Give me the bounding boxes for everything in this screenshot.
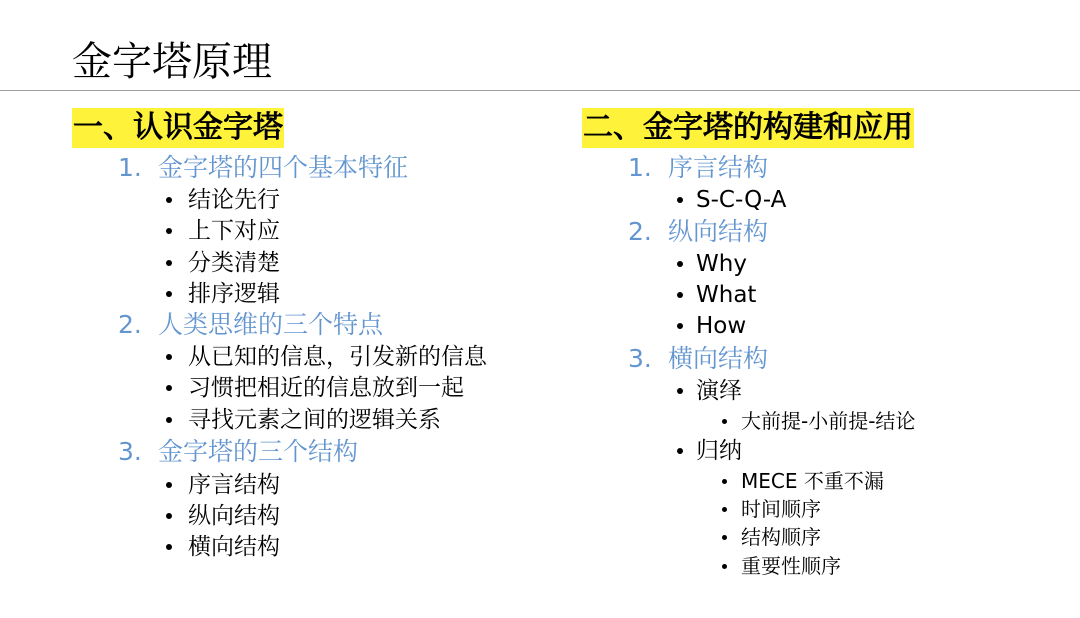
list-item	[188, 470, 280, 500]
bullet-dot-icon	[166, 291, 172, 297]
left-section-2-title	[118, 310, 383, 340]
section-title: 横向结构	[668, 344, 769, 373]
section-title: 人类思维的三个特点	[158, 310, 384, 339]
bullet-dot-icon	[166, 544, 172, 550]
list-item	[696, 376, 742, 406]
list-item	[188, 532, 280, 562]
list-item-text: 排序逻辑	[188, 281, 280, 307]
bullet-dot-icon	[677, 323, 683, 329]
list-item	[696, 249, 747, 279]
list-item	[696, 280, 756, 310]
left-section-3-title	[118, 437, 358, 467]
bullet-dot-icon	[677, 448, 683, 454]
right-section-3-title	[628, 344, 768, 374]
bullet-dot-icon	[677, 261, 683, 267]
slide-title: 金字塔原理	[72, 39, 272, 85]
list-item-text: 上下对应	[188, 218, 280, 244]
list-item	[188, 185, 280, 215]
bullet-dot-icon	[677, 292, 683, 298]
sub-list-item	[741, 468, 884, 494]
list-item-text: 结论先行	[188, 187, 280, 213]
right-heading	[582, 108, 914, 148]
bullet-dot-icon	[166, 417, 172, 423]
right-section-1-title	[628, 153, 768, 183]
sub-list-item	[741, 496, 821, 522]
list-item-text: What	[696, 282, 757, 308]
bullet-dot-icon	[166, 354, 172, 360]
bullet-dot-icon	[722, 535, 727, 540]
bullet-dot-icon	[677, 197, 683, 203]
list-item	[188, 216, 280, 246]
list-item-text: 归纳	[696, 438, 742, 464]
list-item-text: 分类清楚	[188, 250, 280, 276]
list-item	[188, 373, 464, 403]
list-item-text: 序言结构	[188, 472, 280, 498]
list-item-text: 习惯把相近的信息放到一起	[188, 375, 464, 401]
bullet-dot-icon	[722, 507, 727, 512]
bullet-dot-icon	[166, 228, 172, 234]
list-item-text: Why	[696, 251, 747, 277]
bullet-dot-icon	[722, 564, 727, 569]
bullet-dot-icon	[166, 385, 172, 391]
list-item-text: 寻找元素之间的逻辑关系	[188, 407, 441, 433]
sub-list-item	[741, 524, 821, 550]
sub-list-item-text: 重要性顺序	[741, 554, 841, 578]
section-title: 纵向结构	[668, 217, 769, 246]
left-section-1-title	[118, 153, 408, 183]
left-heading	[72, 108, 284, 148]
list-item-text: 纵向结构	[188, 503, 280, 529]
list-item	[696, 311, 746, 341]
list-item	[188, 342, 487, 372]
list-item-text: How	[696, 313, 747, 339]
bullet-dot-icon	[166, 260, 172, 266]
section-title: 序言结构	[668, 153, 769, 182]
bullet-dot-icon	[166, 513, 172, 519]
list-item	[188, 279, 280, 309]
section-number: 2.	[118, 310, 142, 339]
bullet-dot-icon	[677, 388, 683, 394]
list-item-text: 从已知的信息，引发新的信息	[188, 344, 487, 370]
list-item-text: 演绎	[696, 378, 742, 404]
section-title: 金字塔的四个基本特征	[158, 153, 409, 182]
section-number: 3.	[118, 437, 142, 466]
list-item	[188, 405, 441, 435]
sub-list-item-text: MECE 不重不漏	[741, 469, 884, 493]
left-heading-text: 一、认识金字塔	[72, 108, 284, 148]
section-title: 金字塔的三个结构	[158, 437, 359, 466]
right-section-2-title	[628, 217, 768, 247]
list-item	[188, 248, 280, 278]
bullet-dot-icon	[166, 482, 172, 488]
bullet-dot-icon	[722, 479, 727, 484]
list-item-text: S-C-Q-A	[696, 187, 787, 213]
bullet-dot-icon	[722, 419, 727, 424]
section-number: 1.	[118, 153, 142, 182]
sub-list-item	[741, 408, 915, 434]
sub-list-item-text: 大前提-小前提-结论	[741, 409, 916, 433]
list-item	[696, 185, 786, 215]
right-heading-text: 二、金字塔的构建和应用	[582, 108, 914, 148]
bullet-dot-icon	[166, 197, 172, 203]
list-item-text: 横向结构	[188, 534, 280, 560]
section-number: 3.	[628, 344, 652, 373]
section-number: 2.	[628, 217, 652, 246]
title-divider	[0, 90, 1080, 91]
sub-list-item-text: 时间顺序	[741, 497, 821, 521]
list-item	[696, 436, 742, 466]
sub-list-item	[741, 553, 841, 579]
list-item	[188, 501, 280, 531]
section-number: 1.	[628, 153, 652, 182]
sub-list-item-text: 结构顺序	[741, 525, 821, 549]
